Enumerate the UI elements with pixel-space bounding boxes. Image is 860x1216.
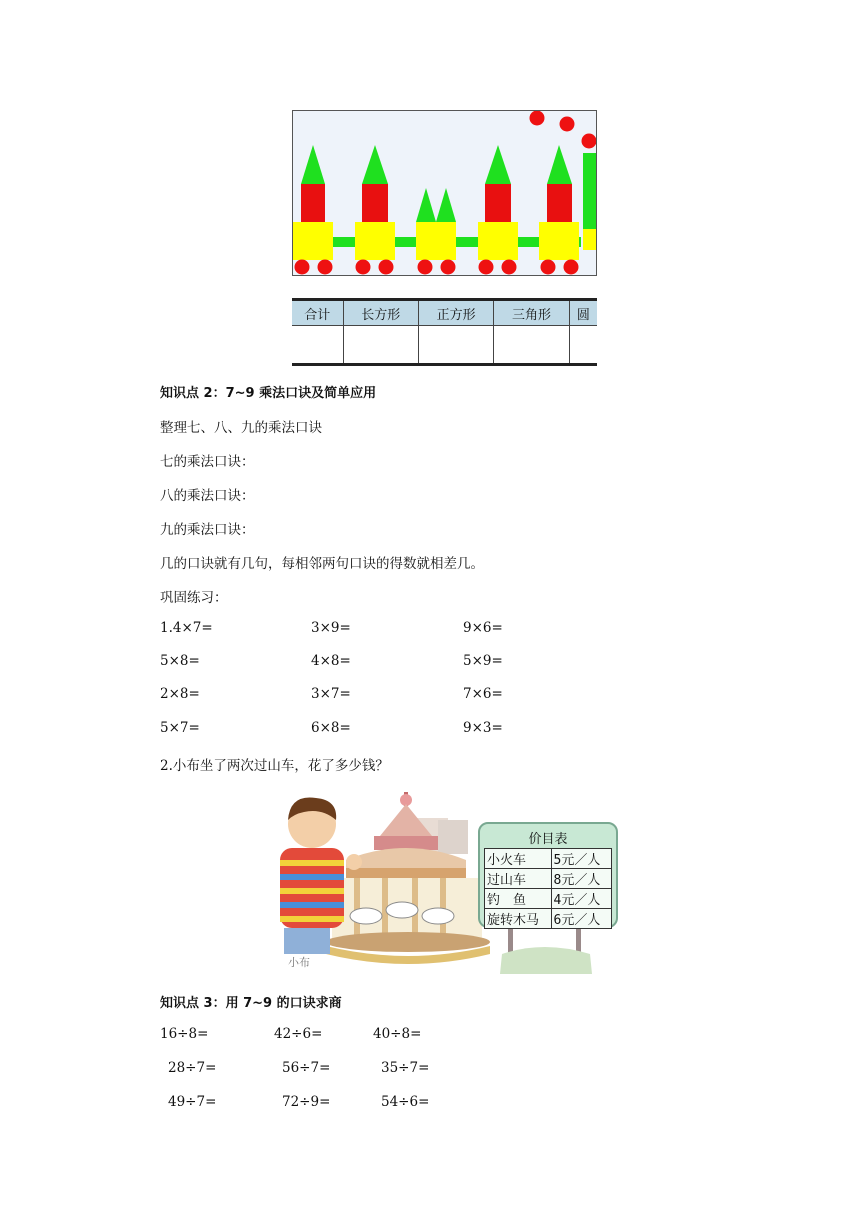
price-item: 小火车 — [485, 849, 552, 869]
division-item: 42÷6= — [274, 1026, 323, 1042]
eight-table-label: 八的乘法口诀： — [160, 488, 255, 504]
exercise-item: 5×9= — [463, 653, 503, 669]
triangle-shape — [416, 188, 436, 222]
circle-shape — [564, 260, 579, 275]
exercise-item: 2×8= — [160, 686, 200, 702]
price-row — [485, 889, 612, 909]
triangle-shape — [547, 145, 572, 184]
square-shape — [293, 222, 333, 260]
price-row — [485, 849, 612, 869]
exercise-item: 5×8= — [160, 653, 200, 669]
division-item: 56÷7= — [282, 1060, 331, 1076]
exercise-item: 7×6= — [463, 686, 503, 702]
price-value: 6元／人 — [551, 909, 611, 929]
circle-shape — [441, 260, 456, 275]
answer-cell[interactable] — [343, 326, 418, 365]
exercise-item: 3×9= — [311, 620, 351, 636]
circle-shape — [418, 260, 433, 275]
price-item: 过山车 — [485, 869, 552, 889]
seven-table-label: 七的乘法口诀： — [160, 454, 255, 470]
shapes-train-svg — [293, 111, 596, 275]
circle-shape — [541, 260, 556, 275]
header-rectangle: 长方形 — [343, 300, 418, 326]
smoke-circle — [530, 111, 545, 126]
division-item: 49÷7= — [168, 1094, 217, 1110]
section2-title: 知识点 2：7~9 乘法口诀及简单应用 — [160, 386, 377, 401]
exercise-item: 9×3= — [463, 720, 503, 736]
carousel-icon — [326, 792, 490, 964]
practice-heading: 巩固练习： — [160, 590, 228, 606]
price-board — [478, 822, 618, 928]
header-triangle: 三角形 — [494, 300, 569, 326]
header-square: 正方形 — [418, 300, 493, 326]
price-value: 4元／人 — [551, 889, 611, 909]
chimney-green-rectangle — [583, 153, 596, 229]
rectangle-shape — [485, 184, 511, 222]
circle-shape — [318, 260, 333, 275]
triangle-shape — [301, 145, 325, 184]
square-shape — [539, 222, 579, 260]
exercise-item: 3×7= — [311, 686, 351, 702]
answer-cell[interactable] — [569, 326, 597, 365]
price-table — [484, 848, 612, 929]
table-answer-row — [292, 326, 597, 365]
header-circle: 圆 — [569, 300, 597, 326]
answer-cell[interactable] — [494, 326, 569, 365]
exercise-item: 5×7= — [160, 720, 200, 736]
shapes-train-figure — [292, 110, 597, 276]
division-item: 35÷7= — [381, 1060, 430, 1076]
square-shape — [416, 222, 456, 260]
smoke-circle — [560, 117, 575, 132]
triangle-shape — [436, 188, 456, 222]
rectangle-shape — [301, 184, 325, 222]
nine-table-label: 九的乘法口诀： — [160, 522, 255, 538]
triangle-shape — [485, 145, 511, 184]
price-row — [485, 869, 612, 889]
price-board-title: 价目表 — [528, 832, 568, 847]
exercise-item: 6×8= — [311, 720, 351, 736]
rectangle-shape — [547, 184, 572, 222]
answer-cell[interactable] — [418, 326, 493, 365]
exercise-item: 1.4×7= — [160, 620, 213, 636]
division-item: 28÷7= — [168, 1060, 217, 1076]
price-value: 5元／人 — [551, 849, 611, 869]
circle-shape — [502, 260, 517, 275]
rectangle-shape — [362, 184, 388, 222]
rule-sentence: 几的口诀就有几句，每相邻两句口诀的得数就相差几。 — [160, 556, 484, 572]
square-shape — [478, 222, 518, 260]
circle-shape — [379, 260, 394, 275]
price-item: 旋转木马 — [485, 909, 552, 929]
square-shape — [355, 222, 395, 260]
circle-shape — [295, 260, 310, 275]
smoke-circle — [582, 134, 597, 149]
boy-name-label: 小布 — [288, 956, 310, 969]
word-problem: 2.小布坐了两次过山车，花了多少钱？ — [160, 758, 389, 774]
division-item: 40÷8= — [373, 1026, 422, 1042]
chimney-yellow-square — [583, 229, 596, 250]
header-total: 合计 — [292, 300, 343, 326]
circle-shape — [356, 260, 371, 275]
triangle-shape — [362, 145, 388, 184]
answer-cell[interactable] — [292, 326, 343, 365]
division-item: 54÷6= — [381, 1094, 430, 1110]
shape-count-table — [292, 298, 597, 366]
table-header-row — [292, 300, 597, 326]
price-value: 8元／人 — [551, 869, 611, 889]
section3-title: 知识点 3：用 7~9 的口诀求商 — [160, 996, 342, 1011]
price-row — [485, 909, 612, 929]
division-item: 16÷8= — [160, 1026, 209, 1042]
division-item: 72÷9= — [282, 1094, 331, 1110]
price-item: 钓 鱼 — [485, 889, 552, 909]
exercise-item: 9×6= — [463, 620, 503, 636]
exercise-item: 4×8= — [311, 653, 351, 669]
circle-shape — [479, 260, 494, 275]
section2-intro: 整理七、八、九的乘法口诀 — [160, 420, 322, 436]
